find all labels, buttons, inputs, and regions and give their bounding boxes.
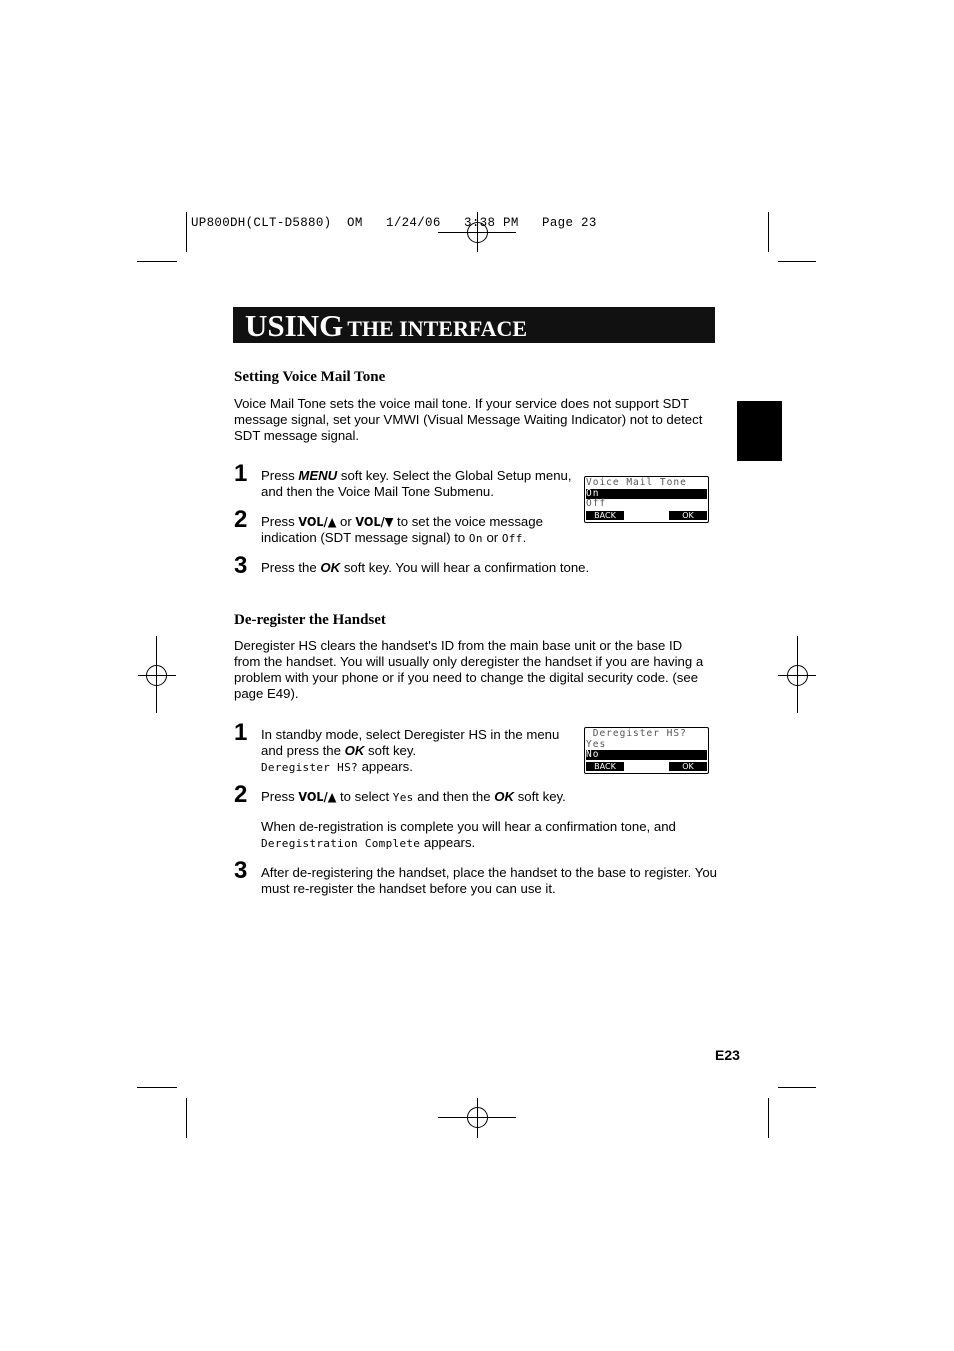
vol-down-key-label: VOL/▼ bbox=[355, 514, 394, 529]
title-rest: THE INTERFACE bbox=[347, 316, 528, 341]
step-number: 1 bbox=[234, 719, 248, 746]
section-intro-deregister: Deregister HS clears the handset's ID from the main base unit or the base ID from the handset. You will usually only deregister the handset if you are having a problem with your phone or if you need to change the digital security code. (see page E49). bbox=[234, 638, 704, 701]
crop-mark bbox=[768, 212, 769, 252]
ok-key-label: OK bbox=[494, 789, 515, 804]
step-number: 3 bbox=[234, 857, 248, 884]
lcd-line-selected: No bbox=[586, 750, 707, 760]
step-text: Press MENU soft key. Select the Global Setup menu, and then the Voice Mail Tone Submenu. bbox=[261, 468, 572, 499]
crop-mark bbox=[186, 1098, 187, 1138]
section-heading-deregister: De-register the Handset bbox=[234, 612, 386, 628]
lcd-softkey-back: BACK bbox=[586, 762, 624, 771]
menu-key-label: MENU bbox=[298, 468, 338, 483]
lcd-line: Voice Mail Tone bbox=[586, 477, 687, 488]
step-text: Press VOL/▲ to select Yes and then the OK soft key. bbox=[261, 789, 566, 804]
lcd-screen-voice-mail-tone bbox=[584, 476, 709, 523]
print-header: UP800DH(CLT-D5880) OM 1/24/06 3:38 PM Page 23 bbox=[191, 216, 597, 230]
crop-mark bbox=[778, 1087, 816, 1088]
crop-mark bbox=[186, 212, 187, 252]
lcd-line: Deregister HS? bbox=[586, 728, 687, 739]
crop-mark bbox=[137, 1087, 177, 1088]
vol-up-key-label: VOL/▲ bbox=[298, 514, 337, 529]
title-first-word: USING bbox=[245, 308, 344, 343]
step-number: 3 bbox=[234, 552, 248, 579]
crop-mark bbox=[778, 261, 816, 262]
lcd-line: Off bbox=[586, 498, 607, 509]
vol-up-key-label: VOL/▲ bbox=[298, 789, 337, 804]
step-text: Press the OK soft key. You will hear a confirmation tone. bbox=[261, 560, 590, 575]
lcd-softkey-ok: OK bbox=[669, 762, 707, 771]
step-text: Press VOL/▲ or VOL/▼ to set the voice message indication (SDT message signal) to On or Off. bbox=[261, 514, 543, 545]
crop-mark bbox=[137, 261, 177, 262]
lcd-screen-deregister bbox=[584, 727, 709, 774]
chapter-tab bbox=[737, 401, 782, 461]
lcd-line-selected: On bbox=[586, 489, 707, 499]
step-number: 2 bbox=[234, 506, 248, 533]
ok-key-label: OK bbox=[344, 743, 365, 758]
step-number: 1 bbox=[234, 460, 248, 487]
page-title bbox=[245, 308, 527, 344]
lcd-softkey-back: BACK bbox=[586, 511, 624, 520]
step-number: 2 bbox=[234, 781, 248, 808]
step-text-continued: When de-registration is complete you will hear a confirmation tone, and Deregistration Complete appears. bbox=[261, 819, 676, 850]
page-number: E23 bbox=[715, 1047, 740, 1063]
step-text: In standby mode, select Deregister HS in the menu and press the OK soft key. Deregister HS? appears. bbox=[261, 727, 560, 774]
section-heading-voice-mail-tone: Setting Voice Mail Tone bbox=[234, 369, 386, 385]
title-bar bbox=[233, 307, 715, 343]
ok-key-label: OK bbox=[320, 560, 341, 575]
lcd-line: Yes bbox=[586, 739, 607, 750]
step-text: After de-registering the handset, place the handset to the base to register. You must re-register the handset before you can use it. bbox=[261, 865, 718, 896]
lcd-softkey-ok: OK bbox=[669, 511, 707, 520]
crop-mark bbox=[768, 1098, 769, 1138]
section-intro-voice-mail-tone: Voice Mail Tone sets the voice mail tone. If your service does not support SDT message signal, set your VMWI (Visual Message Waiting Indicator) not to detect SDT message signal. bbox=[234, 396, 703, 443]
